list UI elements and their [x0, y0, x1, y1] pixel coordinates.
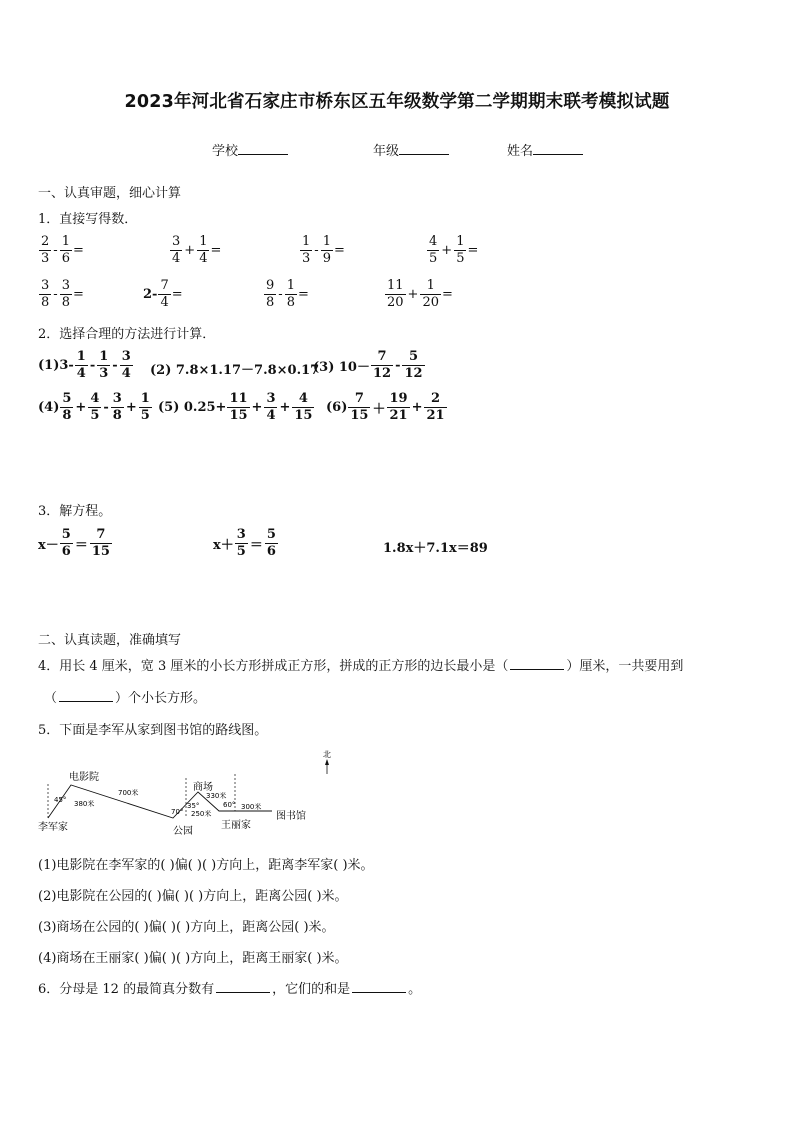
school-field[interactable]	[212, 140, 288, 159]
dist-330-label: 330米	[206, 792, 227, 800]
q1-item-6: 2- $\frac{7}{4}$ =	[143, 278, 183, 310]
wang-home-label: 王丽家	[221, 820, 251, 831]
name-field[interactable]	[507, 140, 583, 159]
q3-equation-1: x－ $\frac{5}{6}$ ＝ $\frac{7}{15}$	[38, 527, 110, 559]
question-2-label: 2．选择合理的方法进行计算．	[38, 327, 216, 342]
question-4-line-2: （ ）个小长方形。	[44, 691, 207, 706]
q3-equation-2: x＋ $\frac{3}{5}$ ＝ $\frac{5}{6}$	[213, 527, 276, 559]
q1-item-1: $\frac{2}{3}$ - $\frac{1}{6}$ =	[41, 234, 84, 266]
section-1-heading: 一、认真审题，细心计算	[38, 186, 182, 201]
north-label: 北	[323, 750, 331, 759]
q2-part-4: (4) $\frac{5}{8}$ + $\frac{4}{5}$ - $\frac{3}{8}$ + $\frac{1}{5}$	[38, 391, 150, 423]
page-title: 2023年河北省石家庄市桥东区五年级数学第二学期期末联考模拟试题	[124, 92, 670, 112]
q3-equation-3: 1.8x＋7.1x＝89	[383, 541, 488, 556]
q1-item-3: $\frac{1}{3}$ - $\frac{1}{9}$ =	[302, 234, 345, 266]
grade-field[interactable]	[373, 140, 449, 159]
q1-item-4: $\frac{4}{5}$ + $\frac{1}{5}$ =	[429, 234, 479, 266]
q1-item-7: $\frac{9}{8}$ - $\frac{1}{8}$ =	[266, 278, 309, 310]
q1-item-5: $\frac{3}{8}$ - $\frac{3}{8}$ =	[41, 278, 84, 310]
park-label: 公园	[173, 826, 193, 837]
angle-35-label: 35°	[187, 802, 200, 810]
dist-250-label: 250米	[191, 810, 212, 818]
angle-70-label: 70°	[171, 808, 184, 816]
q1-item-8: $\frac{11}{20}$ + $\frac{1}{20}$ =	[387, 278, 453, 310]
section-2-heading: 二、认真读题，准确填写	[38, 633, 182, 648]
q2-part-3: (3) 10－ $\frac{7}{12}$ - $\frac{5}{12}$	[313, 349, 423, 381]
question-1-label: 1．直接写得数．	[38, 212, 138, 227]
dist-300-label: 300米	[241, 803, 262, 811]
library-label: 图书馆	[276, 811, 306, 822]
q4-blank-2[interactable]	[59, 689, 113, 702]
q2-part-2: (2) 7.8×1.17－7.8×0.17	[150, 363, 320, 378]
q2-part-6: (6) $\frac{7}{15}$ ＋ $\frac{19}{21}$ + $\frac{2}{21}$	[326, 391, 445, 423]
question-5-label: 5．下面是李军从家到图书馆的路线图。	[38, 723, 268, 738]
q6-blank-1[interactable]	[216, 980, 270, 993]
route-map	[38, 748, 338, 838]
home-label: 李军家	[38, 822, 68, 833]
school-label: 学校	[212, 144, 239, 159]
mall-label: 商场	[193, 782, 213, 793]
name-label: 姓名	[507, 144, 534, 159]
grade-label: 年级	[373, 144, 400, 159]
q6-blank-2[interactable]	[352, 980, 406, 993]
q5-sub-2: (2)电影院在公园的( )偏( )( )方向上，距离公园( )米。	[38, 889, 348, 904]
dist-380-label: 380米	[74, 800, 95, 808]
q2-part-1: (1)3- $\frac{1}{4}$ - $\frac{1}{3}$ - $\frac{3}{4}$	[38, 349, 131, 381]
q5-sub-4: (4)商场在王丽家( )偏( )( )方向上，距离王丽家( )米。	[38, 951, 348, 966]
q4-blank-1[interactable]	[510, 657, 564, 670]
q5-sub-3: (3)商场在公园的( )偏( )( )方向上，距离公园( )米。	[38, 920, 335, 935]
cinema-label: 电影院	[69, 772, 99, 783]
question-4-line-1: 4．用长 4 厘米，宽 3 厘米的小长方形拼成正方形，拼成的正方形的边长最小是（ ）厘米，一共要用到	[38, 659, 684, 674]
grade-blank[interactable]	[399, 141, 449, 155]
q2-part-5: (5) 0.25+ $\frac{11}{15}$ + $\frac{3}{4}$ + $\frac{4}{15}$	[158, 391, 313, 423]
name-blank[interactable]	[533, 141, 583, 155]
q1-item-2: $\frac{3}{4}$ + $\frac{1}{4}$ =	[172, 234, 222, 266]
dist-700-label: 700米	[118, 789, 139, 797]
angle-60-label: 60°	[223, 801, 236, 809]
school-blank[interactable]	[238, 141, 288, 155]
q5-sub-1: (1)电影院在李军家的( )偏( )( )方向上，距离李军家( )米。	[38, 858, 374, 873]
north-arrow-icon	[323, 749, 331, 774]
question-6: 6．分母是 12 的最简真分数有 ，它们的和是 。	[38, 982, 422, 997]
question-3-label: 3．解方程。	[38, 504, 112, 519]
angle-45-label: 45°	[54, 796, 67, 804]
